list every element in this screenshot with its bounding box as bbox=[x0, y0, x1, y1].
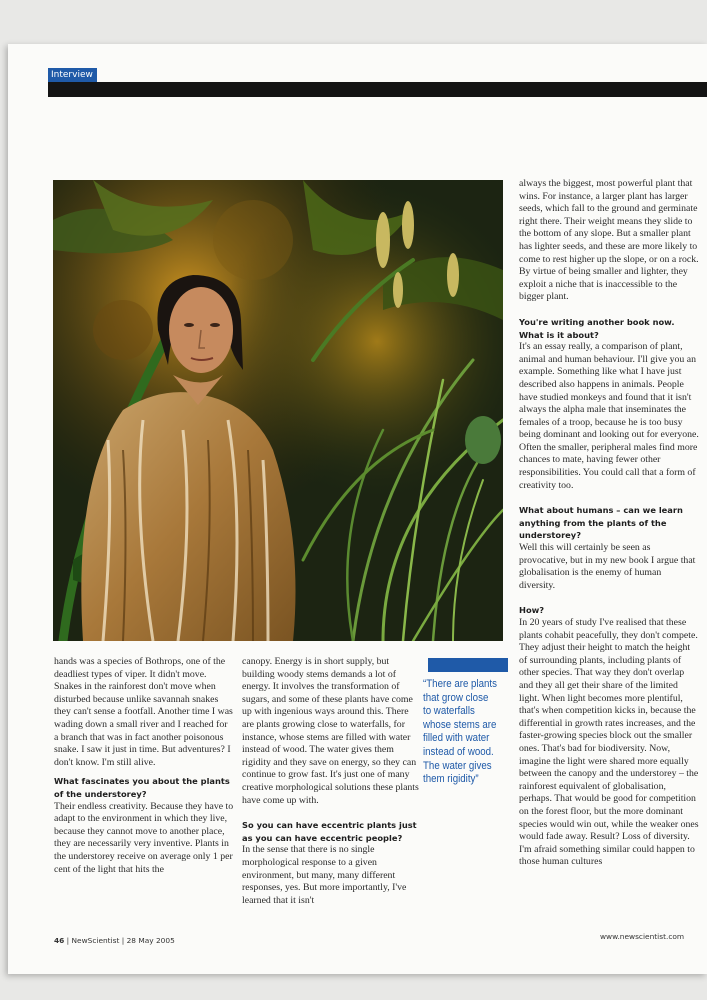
footer-separator: | bbox=[66, 936, 70, 945]
article-paragraph: In 20 years of study I've realised that these plants cohabit peacefully, they don't compete. They adjust their height to match the height of surrounding plants, including plants of other species. That way they don't overlap and they all get their share of the limited light. When light becomes more plentiful, that's when competition kicks in, because the differential in growth rates increases, and the faster-growing species block out the smaller ones. That's bad for biodiversity. Now, imagine the light were shared more equally between the canopy and the understorey – the rainforest equivalent of globalisation, perhaps. That would be good for competition on the forest floor, but the more dominant species would win out, while the weaker ones would fade away. Result? Loss of diversity. I'm afraid something similar could happen to those human cultures bbox=[519, 617, 699, 868]
photo-credit bbox=[42, 186, 52, 266]
magazine-name: NewScientist bbox=[71, 936, 120, 945]
portrait-photo bbox=[53, 180, 503, 641]
article-paragraph: Their endless creativity. Because they have to adapt to the environment in which they live, because they cannot move to another place, they are necessarily very inventive. Plants in the understorey receive on average only 1 per cent of the light that hits the bbox=[54, 800, 234, 875]
column-3 bbox=[519, 178, 699, 869]
issue-date: 28 May 2005 bbox=[126, 936, 175, 945]
interview-question: So you can have eccentric plants just as you can have eccentric people? bbox=[242, 820, 417, 843]
page-footer bbox=[54, 936, 175, 945]
pullquote: “There are plants that grow close to waterfalls whose stems are filled with water instead of wood. The water gives them rigidity” bbox=[423, 678, 497, 786]
column-1 bbox=[54, 656, 234, 876]
interview-question: What fascinates you about the plants of the understorey? bbox=[54, 776, 230, 799]
faint-header-text bbox=[50, 112, 210, 132]
website-url: www.newscientist.com bbox=[600, 932, 685, 941]
article-paragraph: In the sense that there is no single morphological response to a given environment, but many, many different responses, yes. But more importantly, I've learned that it isn't bbox=[242, 844, 407, 906]
article-paragraph: Well this will certainly be seen as provocative, but in my new book I argue that globalisation is the enemy of human diversity. bbox=[519, 542, 696, 591]
article-paragraph: It's an essay really, a comparison of plant, animal and human behaviour. I'll give you an example. Something like what I have just described also happens in animals. People have studied monkeys and found that it isn't always the alpha male that inseminates the females of a troop, because he is too busy being dominant and looking out for everyone. Often the smaller, peripheral males find more chances to mate, having fewer other responsibilities. You could call that a form of creativity too. bbox=[519, 341, 699, 491]
page-number: 46 bbox=[54, 936, 65, 945]
interview-question: How? bbox=[519, 605, 545, 616]
interview-question: What about humans – can we learn anything from the plants of the understorey? bbox=[519, 505, 683, 541]
section-label: Interview bbox=[48, 68, 97, 82]
article-paragraph: canopy. Energy is in short supply, but building woody stems demands a lot of energy. It involves the transformation of sugars, and some of these plants have come up with ingenious ways around this. There are plants growing close to waterfalls, for instance, whose stems are filled with water instead of wood. The water gives them rigidity and they save on energy, so they can continue to grow fast. It's just one of many creative morphological solutions these plants have come up with. bbox=[242, 656, 419, 806]
interview-question: You're writing another book now. What is it about? bbox=[519, 316, 675, 340]
article-paragraph: hands was a species of Bothrops, one of the deadliest types of viper. It didn't move. Snakes in the rainforest don't move when disturbed because unlike savannah snakes they can't sense a footfall. Another time I was wading down a small river and I reached for a branch that was in fact another poisonous snake. I saw it just in time. But adventures? I don't know. I'm still alive. bbox=[54, 656, 233, 768]
pullquote-rule bbox=[428, 658, 508, 672]
column-2 bbox=[242, 656, 420, 907]
header-rule bbox=[48, 82, 707, 97]
article-paragraph: always the biggest, most powerful plant that wins. For instance, a larger plant has larger seeds, which fall to the ground and germinate right there. Their weight means they slide to the bottom of any slope. But a smaller plant has lighter seeds, and these are more likely to come to rest higher up the slope, or on a rock. By virtue of being smaller and lighter, they exploit a niche that is inaccessible to the bigger plant. bbox=[519, 178, 699, 303]
footer-separator: | bbox=[121, 936, 125, 945]
